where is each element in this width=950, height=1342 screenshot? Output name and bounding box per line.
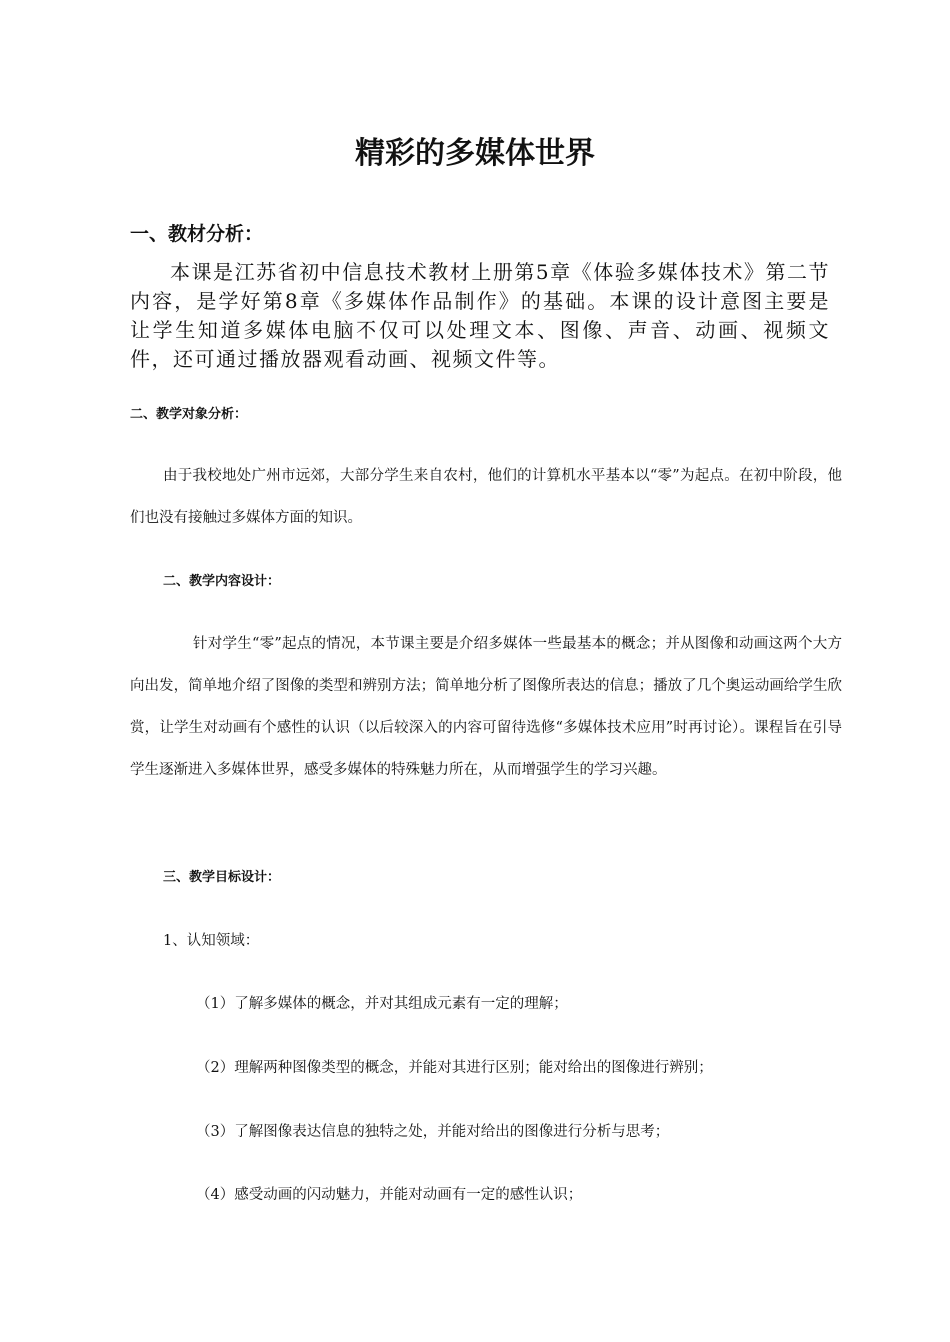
list-item: （2）理解两种图像类型的概念，并能对其进行区别；能对给出的图像进行辨别； [196, 1060, 713, 1076]
section-heading-objectives: 三、教学目标设计： [163, 870, 281, 885]
section-text-textbook-analysis: 本课是江苏省初中信息技术教材上册第5章《体验多媒体技术》第二节内容，是学好第8章《多媒体作品制作》的基础。本课的设计意图主要是让学生知道多媒体电脑不仅可以处理文本、图像、声音、动画、视频文件，还可通过播放器观看动画、视频文件等。 [130, 260, 830, 371]
section-heading-content-design: 二、教学内容设计： [163, 574, 281, 589]
list-item: （3）了解图像表达信息的独特之处，并能对给出的图像进行分析与思考； [196, 1124, 670, 1140]
section-text-content-design: 针对学生“零”起点的情况，本节课主要是介绍多媒体一些最基本的概念；并从图像和动画这两个大方向出发，简单地介绍了图像的类型和辨别方法；简单地分析了图像所表达的信息；播放了几个奥运动画给学生欣赏，让学生对动画有个感性的认识（以后较深入的内容可留待选修“多媒体技术应用”时再讨论）。课程旨在引导学生逐渐进入多媒体世界，感受多媒体的特殊魅力所在，从而增强学生的学习兴趣。 [130, 636, 842, 778]
document-title: 精彩的多媒体世界 [355, 136, 595, 171]
list-item: （4）感受动画的闪动魅力，并能对动画有一定的感性认识； [196, 1187, 583, 1203]
list-item: （1）了解多媒体的概念，并对其组成元素有一定的理解； [196, 996, 568, 1012]
subheading-cognitive-domain: 1、认知领域： [163, 933, 260, 949]
section-heading-textbook-analysis: 一、教材分析： [130, 223, 264, 245]
section-text-student-analysis: 由于我校地处广州市远郊，大部分学生来自农村，他们的计算机水平基本以“零”为起点。在初中阶段，他们也没有接触过多媒体方面的知识。 [130, 468, 842, 526]
section-heading-student-analysis: 二、教学对象分析： [130, 407, 248, 422]
